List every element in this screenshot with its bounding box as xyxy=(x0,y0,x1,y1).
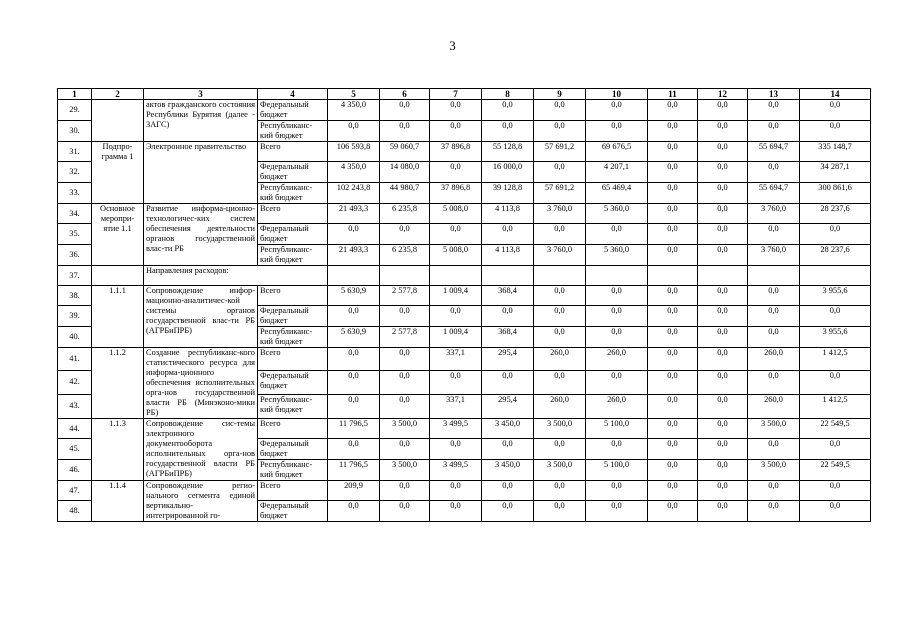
amount-cell: 3 500,0 xyxy=(380,460,430,481)
amount-cell: 44 980,7 xyxy=(380,183,430,204)
amount-cell: 16 000,0 xyxy=(482,162,534,183)
amount-cell: 0,0 xyxy=(586,481,648,501)
amount-cell: 0,0 xyxy=(586,501,648,522)
amount-cell: 0,0 xyxy=(586,439,648,460)
activity-code: 1.1.2 xyxy=(92,348,144,419)
amount-cell: 0,0 xyxy=(328,121,380,142)
amount-cell: 0,0 xyxy=(328,224,380,245)
amount-cell: 5 360,0 xyxy=(586,245,648,266)
amount-cell: 5 630,9 xyxy=(328,327,380,348)
amount-cell: 0,0 xyxy=(648,204,698,224)
amount-cell: 0,0 xyxy=(748,370,800,394)
amount-cell: 0,0 xyxy=(380,348,430,371)
amount-cell: 0,0 xyxy=(534,121,586,142)
amount-cell xyxy=(586,266,648,286)
header-cell: 4 xyxy=(258,89,328,100)
activity-code: 1.1.1 xyxy=(92,286,144,348)
amount-cell: 0,0 xyxy=(586,286,648,306)
funding-source: Федеральный бюджет xyxy=(258,439,328,460)
amount-cell: 3 450,0 xyxy=(482,460,534,481)
amount-cell: 0,0 xyxy=(698,286,748,306)
funding-source: Всего xyxy=(258,204,328,224)
amount-cell: 0,0 xyxy=(698,439,748,460)
activity-name: Направления расходов: xyxy=(144,266,328,286)
amount-cell: 106 593,8 xyxy=(328,142,380,162)
amount-cell: 0,0 xyxy=(748,162,800,183)
amount-cell xyxy=(800,266,871,286)
amount-cell: 0,0 xyxy=(648,183,698,204)
row-number: 32. xyxy=(58,162,92,183)
amount-cell: 0,0 xyxy=(648,327,698,348)
amount-cell: 0,0 xyxy=(800,370,871,394)
amount-cell: 368,4 xyxy=(482,286,534,306)
amount-cell: 22 549,5 xyxy=(800,460,871,481)
amount-cell xyxy=(430,266,482,286)
amount-cell: 0,0 xyxy=(648,286,698,306)
amount-cell: 28 237,6 xyxy=(800,204,871,224)
amount-cell: 0,0 xyxy=(698,306,748,327)
row-number: 38. xyxy=(58,286,92,306)
amount-cell: 21 493,3 xyxy=(328,245,380,266)
amount-cell: 4 350,0 xyxy=(328,100,380,121)
activity-name: Развитие информа-ционно-технологичес-ких систем обеспечения деятельности органов государственной влас-ти РБ xyxy=(144,204,258,266)
amount-cell: 0,0 xyxy=(648,224,698,245)
header-row xyxy=(58,89,871,100)
amount-cell: 0,0 xyxy=(748,100,800,121)
activity-name: Создание республиканс-кого статистического ресурса для информа-ционного обеспечения исполнительных орга-нов государственной власти РБ (Минэконо-мики РБ) xyxy=(144,348,258,419)
amount-cell: 0,0 xyxy=(698,501,748,522)
amount-cell: 0,0 xyxy=(648,501,698,522)
amount-cell: 37 896,8 xyxy=(430,183,482,204)
amount-cell: 0,0 xyxy=(534,306,586,327)
amount-cell: 0,0 xyxy=(430,439,482,460)
table-row xyxy=(58,204,871,224)
activity-name: Сопровождение инфор-мационно-аналитичес-кой системы органов государственной влас-ти РБ (АГРБиПРБ) xyxy=(144,286,258,348)
amount-cell: 0,0 xyxy=(328,501,380,522)
amount-cell: 0,0 xyxy=(534,100,586,121)
funding-source: Республиканс-кий бюджет xyxy=(258,327,328,348)
amount-cell: 0,0 xyxy=(648,481,698,501)
amount-cell: 0,0 xyxy=(648,419,698,439)
amount-cell: 209,9 xyxy=(328,481,380,501)
amount-cell: 0,0 xyxy=(648,460,698,481)
table-row xyxy=(58,348,871,371)
amount-cell: 368,4 xyxy=(482,327,534,348)
funding-source: Федеральный бюджет xyxy=(258,370,328,394)
amount-cell: 5 360,0 xyxy=(586,204,648,224)
amount-cell: 0,0 xyxy=(482,306,534,327)
row-number: 47. xyxy=(58,481,92,501)
amount-cell: 0,0 xyxy=(328,348,380,371)
funding-source: Всего xyxy=(258,286,328,306)
amount-cell: 0,0 xyxy=(328,306,380,327)
table-body xyxy=(58,89,871,522)
amount-cell: 260,0 xyxy=(534,394,586,418)
amount-cell: 65 469,4 xyxy=(586,183,648,204)
amount-cell: 55 694,7 xyxy=(748,183,800,204)
amount-cell: 0,0 xyxy=(698,100,748,121)
amount-cell: 0,0 xyxy=(482,100,534,121)
amount-cell: 0,0 xyxy=(482,370,534,394)
amount-cell: 0,0 xyxy=(698,481,748,501)
amount-cell: 295,4 xyxy=(482,394,534,418)
header-cell: 12 xyxy=(698,89,748,100)
amount-cell: 59 060,7 xyxy=(380,142,430,162)
amount-cell: 0,0 xyxy=(698,204,748,224)
activity-name: Электронное правительство xyxy=(144,142,258,204)
row-number: 34. xyxy=(58,204,92,224)
table-row xyxy=(58,142,871,162)
amount-cell: 5 008,0 xyxy=(430,204,482,224)
activity-code: Основное меропри-ятие 1.1 xyxy=(92,204,144,266)
amount-cell: 0,0 xyxy=(648,394,698,418)
row-number: 31. xyxy=(58,142,92,162)
funding-source: Федеральный бюджет xyxy=(258,100,328,121)
amount-cell: 0,0 xyxy=(748,306,800,327)
amount-cell: 0,0 xyxy=(748,224,800,245)
row-number: 33. xyxy=(58,183,92,204)
amount-cell: 4 207,1 xyxy=(586,162,648,183)
amount-cell: 0,0 xyxy=(698,370,748,394)
amount-cell xyxy=(482,266,534,286)
row-number: 40. xyxy=(58,327,92,348)
amount-cell: 55 128,8 xyxy=(482,142,534,162)
amount-cell xyxy=(698,266,748,286)
amount-cell: 0,0 xyxy=(430,162,482,183)
amount-cell: 0,0 xyxy=(586,121,648,142)
amount-cell: 102 243,8 xyxy=(328,183,380,204)
amount-cell: 0,0 xyxy=(648,245,698,266)
row-number: 45. xyxy=(58,439,92,460)
amount-cell: 0,0 xyxy=(800,224,871,245)
funding-source: Всего xyxy=(258,142,328,162)
amount-cell: 3 500,0 xyxy=(748,419,800,439)
funding-source: Всего xyxy=(258,419,328,439)
amount-cell: 0,0 xyxy=(648,100,698,121)
amount-cell: 0,0 xyxy=(482,501,534,522)
amount-cell: 0,0 xyxy=(698,327,748,348)
amount-cell: 4 350,0 xyxy=(328,162,380,183)
row-number: 30. xyxy=(58,121,92,142)
amount-cell: 11 796,5 xyxy=(328,419,380,439)
amount-cell: 0,0 xyxy=(648,142,698,162)
amount-cell: 0,0 xyxy=(748,481,800,501)
amount-cell: 4 113,8 xyxy=(482,245,534,266)
header-cell: 5 xyxy=(328,89,380,100)
header-cell: 10 xyxy=(586,89,648,100)
funding-source: Всего xyxy=(258,481,328,501)
budget-table xyxy=(57,88,871,522)
header-cell: 13 xyxy=(748,89,800,100)
activity-code xyxy=(92,266,144,286)
amount-cell: 3 499,5 xyxy=(430,419,482,439)
amount-cell: 3 450,0 xyxy=(482,419,534,439)
amount-cell: 0,0 xyxy=(698,142,748,162)
amount-cell: 6 235,8 xyxy=(380,204,430,224)
amount-cell: 0,0 xyxy=(430,501,482,522)
funding-source: Федеральный бюджет xyxy=(258,306,328,327)
amount-cell: 0,0 xyxy=(482,121,534,142)
amount-cell: 22 549,5 xyxy=(800,419,871,439)
header-cell: 14 xyxy=(800,89,871,100)
amount-cell: 0,0 xyxy=(380,501,430,522)
activity-code: 1.1.4 xyxy=(92,481,144,522)
amount-cell: 0,0 xyxy=(534,327,586,348)
amount-cell: 0,0 xyxy=(534,481,586,501)
amount-cell xyxy=(648,266,698,286)
amount-cell: 295,4 xyxy=(482,348,534,371)
amount-cell: 0,0 xyxy=(586,327,648,348)
table-row xyxy=(58,481,871,501)
amount-cell: 3 955,6 xyxy=(800,286,871,306)
amount-cell: 69 676,5 xyxy=(586,142,648,162)
amount-cell: 0,0 xyxy=(800,306,871,327)
amount-cell: 0,0 xyxy=(328,439,380,460)
amount-cell: 0,0 xyxy=(800,100,871,121)
amount-cell: 335 148,7 xyxy=(800,142,871,162)
row-number: 46. xyxy=(58,460,92,481)
amount-cell: 0,0 xyxy=(748,439,800,460)
amount-cell: 1 009,4 xyxy=(430,286,482,306)
amount-cell: 37 896,8 xyxy=(430,142,482,162)
amount-cell: 21 493,3 xyxy=(328,204,380,224)
amount-cell: 0,0 xyxy=(698,460,748,481)
amount-cell: 2 577,8 xyxy=(380,286,430,306)
amount-cell: 0,0 xyxy=(380,306,430,327)
table-row xyxy=(58,266,871,286)
row-number: 43. xyxy=(58,394,92,418)
amount-cell: 0,0 xyxy=(698,394,748,418)
row-number: 29. xyxy=(58,100,92,121)
row-number: 48. xyxy=(58,501,92,522)
amount-cell: 0,0 xyxy=(648,162,698,183)
amount-cell: 0,0 xyxy=(748,121,800,142)
amount-cell: 3 760,0 xyxy=(748,245,800,266)
header-cell: 11 xyxy=(648,89,698,100)
amount-cell: 0,0 xyxy=(586,100,648,121)
amount-cell: 2 577,8 xyxy=(380,327,430,348)
amount-cell: 337,1 xyxy=(430,348,482,371)
activity-name: Сопровождение регио-нального сегмента единой вертикально-интегрированной го- xyxy=(144,481,258,522)
funding-source: Всего xyxy=(258,348,328,371)
header-cell: 1 xyxy=(58,89,92,100)
amount-cell: 0,0 xyxy=(534,501,586,522)
amount-cell: 260,0 xyxy=(748,394,800,418)
amount-cell: 0,0 xyxy=(698,419,748,439)
amount-cell: 3 499,5 xyxy=(430,460,482,481)
funding-source: Республиканс-кий бюджет xyxy=(258,121,328,142)
amount-cell xyxy=(380,266,430,286)
amount-cell: 3 760,0 xyxy=(534,204,586,224)
funding-source: Федеральный бюджет xyxy=(258,224,328,245)
amount-cell: 260,0 xyxy=(586,394,648,418)
amount-cell: 3 500,0 xyxy=(534,460,586,481)
amount-cell: 1 009,4 xyxy=(430,327,482,348)
amount-cell: 28 237,6 xyxy=(800,245,871,266)
amount-cell: 3 760,0 xyxy=(534,245,586,266)
amount-cell: 3 760,0 xyxy=(748,204,800,224)
amount-cell: 0,0 xyxy=(430,306,482,327)
amount-cell: 39 128,8 xyxy=(482,183,534,204)
amount-cell: 260,0 xyxy=(534,348,586,371)
page-number: 3 xyxy=(449,38,456,53)
amount-cell: 3 500,0 xyxy=(534,419,586,439)
amount-cell: 5 100,0 xyxy=(586,460,648,481)
amount-cell: 0,0 xyxy=(748,327,800,348)
row-number: 41. xyxy=(58,348,92,371)
funding-source: Республиканс-кий бюджет xyxy=(258,245,328,266)
amount-cell: 0,0 xyxy=(430,481,482,501)
amount-cell xyxy=(328,266,380,286)
amount-cell: 0,0 xyxy=(534,286,586,306)
amount-cell: 55 694,7 xyxy=(748,142,800,162)
table-row xyxy=(58,100,871,121)
row-number: 36. xyxy=(58,245,92,266)
amount-cell: 3 955,6 xyxy=(800,327,871,348)
table-row xyxy=(58,419,871,439)
table-row xyxy=(58,286,871,306)
amount-cell: 5 630,9 xyxy=(328,286,380,306)
amount-cell: 5 100,0 xyxy=(586,419,648,439)
header-cell: 8 xyxy=(482,89,534,100)
amount-cell: 0,0 xyxy=(430,370,482,394)
amount-cell: 57 691,2 xyxy=(534,142,586,162)
amount-cell: 0,0 xyxy=(482,481,534,501)
amount-cell: 0,0 xyxy=(380,224,430,245)
amount-cell: 0,0 xyxy=(698,121,748,142)
amount-cell: 0,0 xyxy=(534,439,586,460)
amount-cell: 0,0 xyxy=(698,348,748,371)
amount-cell: 0,0 xyxy=(380,481,430,501)
amount-cell: 0,0 xyxy=(430,224,482,245)
amount-cell: 0,0 xyxy=(698,162,748,183)
amount-cell: 0,0 xyxy=(748,286,800,306)
activity-code xyxy=(92,100,144,142)
amount-cell: 0,0 xyxy=(698,245,748,266)
amount-cell: 0,0 xyxy=(800,481,871,501)
row-number: 42. xyxy=(58,370,92,394)
amount-cell xyxy=(748,266,800,286)
amount-cell: 3 500,0 xyxy=(748,460,800,481)
header-cell: 2 xyxy=(92,89,144,100)
amount-cell: 6 235,8 xyxy=(380,245,430,266)
row-number: 35. xyxy=(58,224,92,245)
amount-cell: 0,0 xyxy=(430,100,482,121)
amount-cell: 0,0 xyxy=(380,394,430,418)
funding-source: Республиканс-кий бюджет xyxy=(258,460,328,481)
amount-cell: 0,0 xyxy=(380,439,430,460)
funding-source: Республиканс-кий бюджет xyxy=(258,394,328,418)
amount-cell: 0,0 xyxy=(586,306,648,327)
amount-cell: 0,0 xyxy=(380,121,430,142)
amount-cell xyxy=(534,266,586,286)
amount-cell: 0,0 xyxy=(648,370,698,394)
amount-cell: 0,0 xyxy=(380,100,430,121)
amount-cell: 14 080,0 xyxy=(380,162,430,183)
amount-cell: 0,0 xyxy=(328,394,380,418)
row-number: 37. xyxy=(58,266,92,286)
amount-cell: 0,0 xyxy=(430,121,482,142)
activity-code: 1.1.3 xyxy=(92,419,144,481)
amount-cell: 260,0 xyxy=(586,348,648,371)
activity-name: Сопровождение сис-темы электронного документооборота исполнительных орга-нов государственной власти РБ (АГРБиПРБ) xyxy=(144,419,258,481)
activity-code: Подпро-грамма 1 xyxy=(92,142,144,204)
amount-cell: 0,0 xyxy=(380,370,430,394)
amount-cell: 0,0 xyxy=(800,439,871,460)
amount-cell: 1 412,5 xyxy=(800,348,871,371)
row-number: 44. xyxy=(58,419,92,439)
amount-cell: 0,0 xyxy=(698,224,748,245)
amount-cell: 11 796,5 xyxy=(328,460,380,481)
amount-cell: 0,0 xyxy=(748,501,800,522)
amount-cell: 5 008,0 xyxy=(430,245,482,266)
amount-cell: 260,0 xyxy=(748,348,800,371)
funding-source: Республиканс-кий бюджет xyxy=(258,183,328,204)
amount-cell: 0,0 xyxy=(648,439,698,460)
header-cell: 7 xyxy=(430,89,482,100)
amount-cell: 0,0 xyxy=(586,224,648,245)
amount-cell: 0,0 xyxy=(482,439,534,460)
funding-source: Федеральный бюджет xyxy=(258,162,328,183)
amount-cell: 0,0 xyxy=(482,224,534,245)
amount-cell: 0,0 xyxy=(800,501,871,522)
row-number: 39. xyxy=(58,306,92,327)
amount-cell: 34 287,1 xyxy=(800,162,871,183)
amount-cell: 0,0 xyxy=(586,370,648,394)
amount-cell: 0,0 xyxy=(698,183,748,204)
funding-source: Федеральный бюджет xyxy=(258,501,328,522)
amount-cell: 337,1 xyxy=(430,394,482,418)
amount-cell: 0,0 xyxy=(534,162,586,183)
header-cell: 3 xyxy=(144,89,258,100)
amount-cell: 1 412,5 xyxy=(800,394,871,418)
amount-cell: 0,0 xyxy=(648,306,698,327)
amount-cell: 0,0 xyxy=(328,370,380,394)
amount-cell: 0,0 xyxy=(800,121,871,142)
header-cell: 9 xyxy=(534,89,586,100)
amount-cell: 4 113,8 xyxy=(482,204,534,224)
amount-cell: 57 691,2 xyxy=(534,183,586,204)
amount-cell: 3 500,0 xyxy=(380,419,430,439)
activity-name: актов гражданского состояния Республики Бурятия (далее - ЗАГС) xyxy=(144,100,258,142)
amount-cell: 0,0 xyxy=(648,121,698,142)
amount-cell: 0,0 xyxy=(648,348,698,371)
amount-cell: 0,0 xyxy=(534,370,586,394)
header-cell: 6 xyxy=(380,89,430,100)
amount-cell: 0,0 xyxy=(534,224,586,245)
amount-cell: 300 861,6 xyxy=(800,183,871,204)
